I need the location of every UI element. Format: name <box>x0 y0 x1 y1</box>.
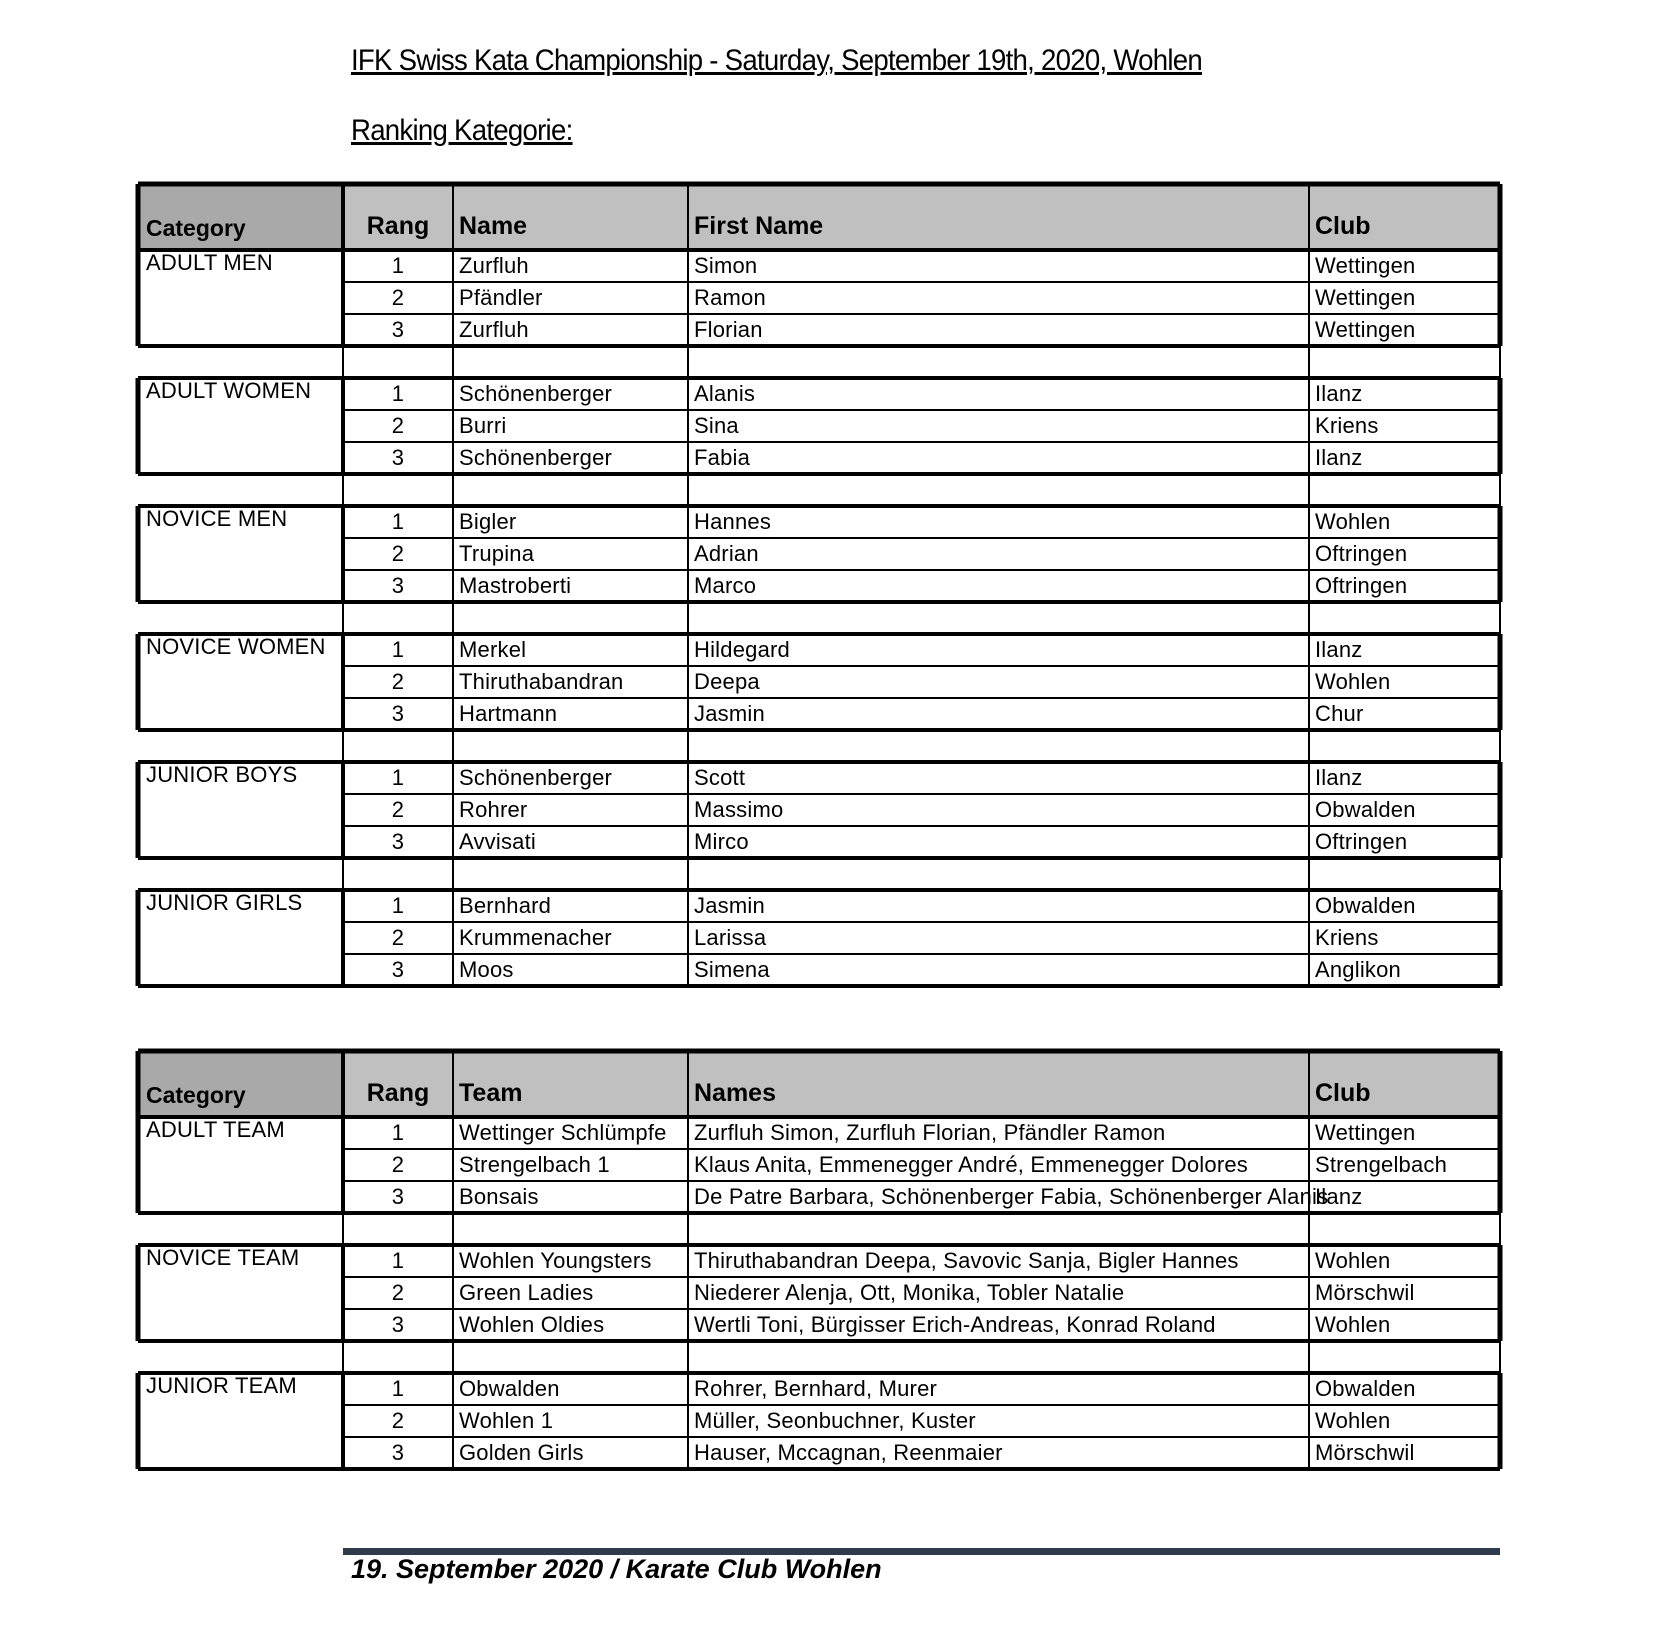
rank-cell: 2 <box>391 1280 405 1305</box>
category-label: JUNIOR GIRLS <box>146 890 303 915</box>
header-first-name: First Name <box>694 212 824 240</box>
rank-cell: 1 <box>391 1376 405 1401</box>
rank-cell: 3 <box>391 317 405 342</box>
club-cell: Strengelbach <box>1315 1152 1448 1177</box>
club-cell: Ilanz <box>1315 381 1363 406</box>
name-cell: Wohlen 1 <box>459 1408 554 1433</box>
name-cell: Zurfluh <box>459 253 529 278</box>
first-name-cell: Thiruthabandran Deepa, Savovic Sanja, Bigler Hannes <box>694 1248 1239 1273</box>
club-cell: Oftringen <box>1315 829 1408 854</box>
first-name-cell: Klaus Anita, Emmenegger André, Emmenegger Dolores <box>694 1152 1248 1177</box>
club-cell: Kriens <box>1315 925 1379 950</box>
rank-cell: 2 <box>391 1408 405 1433</box>
club-cell: Wohlen <box>1315 1248 1391 1273</box>
first-name-cell: Hildegard <box>694 637 790 662</box>
first-name-cell: Adrian <box>694 541 759 566</box>
first-name-cell: Sina <box>694 413 739 438</box>
first-name-cell: Zurfluh Simon, Zurfluh Florian, Pfändler Ramon <box>694 1120 1166 1145</box>
page-subtitle: Ranking Kategorie: <box>351 114 573 147</box>
name-cell: Schönenberger <box>459 381 613 406</box>
club-cell: Wohlen <box>1315 669 1391 694</box>
name-cell: Strengelbach 1 <box>459 1152 610 1177</box>
name-cell: Bonsais <box>459 1184 539 1209</box>
club-cell: Wettingen <box>1315 317 1416 342</box>
rank-cell: 1 <box>391 765 405 790</box>
first-name-cell: Larissa <box>694 925 767 950</box>
name-cell: Schönenberger <box>459 445 613 470</box>
name-cell: Wohlen Oldies <box>459 1312 605 1337</box>
rank-cell: 3 <box>391 573 405 598</box>
header-rang: Rang <box>366 1079 430 1107</box>
first-name-cell: Ramon <box>694 285 766 310</box>
club-cell: Obwalden <box>1315 893 1416 918</box>
rank-cell: 1 <box>391 637 405 662</box>
rank-cell: 2 <box>391 541 405 566</box>
first-name-cell: Hannes <box>694 509 772 534</box>
first-name-cell: Florian <box>694 317 763 342</box>
first-name-cell: Marco <box>694 573 757 598</box>
club-cell: Ilanz <box>1315 637 1363 662</box>
first-name-cell: Hauser, Mccagnan, Reenmaier <box>694 1440 1003 1465</box>
rank-cell: 3 <box>391 1184 405 1209</box>
first-name-cell: Massimo <box>694 797 784 822</box>
club-cell: Wettingen <box>1315 253 1416 278</box>
rank-cell: 1 <box>391 509 405 534</box>
club-cell: Obwalden <box>1315 797 1416 822</box>
rank-cell: 2 <box>391 285 405 310</box>
header-rang: Rang <box>366 212 430 240</box>
first-name-cell: Mirco <box>694 829 749 854</box>
rank-cell: 3 <box>391 445 405 470</box>
rank-cell: 1 <box>391 381 405 406</box>
rank-cell: 3 <box>391 701 405 726</box>
club-cell: Chur <box>1315 701 1364 726</box>
category-label: ADULT WOMEN <box>146 378 312 403</box>
category-label: NOVICE WOMEN <box>146 634 326 659</box>
name-cell: Mastroberti <box>459 573 572 598</box>
first-name-cell: Müller, Seonbuchner, Kuster <box>694 1408 976 1433</box>
first-name-cell: Scott <box>694 765 746 790</box>
category-label: JUNIOR TEAM <box>146 1373 297 1398</box>
header-category: Category <box>146 215 246 241</box>
rank-cell: 3 <box>391 1440 405 1465</box>
name-cell: Schönenberger <box>459 765 613 790</box>
club-cell: Wohlen <box>1315 509 1391 534</box>
name-cell: Green Ladies <box>459 1280 594 1305</box>
first-name-cell: Fabia <box>694 445 751 470</box>
name-cell: Thiruthabandran <box>459 669 624 694</box>
header-name: Team <box>459 1079 523 1107</box>
rank-cell: 1 <box>391 1248 405 1273</box>
club-cell: Mörschwil <box>1315 1280 1415 1305</box>
page-title: IFK Swiss Kata Championship - Saturday, September 19th, 2020, Wohlen <box>351 44 1203 77</box>
name-cell: Bigler <box>459 509 517 534</box>
name-cell: Pfändler <box>459 285 543 310</box>
category-label: NOVICE TEAM <box>146 1245 300 1270</box>
name-cell: Wohlen Youngsters <box>459 1248 652 1273</box>
first-name-cell: Alanis <box>694 381 756 406</box>
first-name-cell: Jasmin <box>694 893 765 918</box>
first-name-cell: Simon <box>694 253 758 278</box>
name-cell: Burri <box>459 413 507 438</box>
club-cell: Wohlen <box>1315 1408 1391 1433</box>
name-cell: Avvisati <box>459 829 536 854</box>
category-label: ADULT MEN <box>146 250 273 275</box>
name-cell: Obwalden <box>459 1376 560 1401</box>
name-cell: Krummenacher <box>459 925 612 950</box>
header-club: Club <box>1315 1079 1371 1107</box>
first-name-cell: Niederer Alenja, Ott, Monika, Tobler Natalie <box>694 1280 1125 1305</box>
name-cell: Hartmann <box>459 701 558 726</box>
club-cell: Wohlen <box>1315 1312 1391 1337</box>
club-cell: Wettingen <box>1315 1120 1416 1145</box>
club-cell: Wettingen <box>1315 285 1416 310</box>
rank-cell: 2 <box>391 925 405 950</box>
rank-cell: 3 <box>391 1312 405 1337</box>
rank-cell: 3 <box>391 957 405 982</box>
name-cell: Golden Girls <box>459 1440 584 1465</box>
name-cell: Rohrer <box>459 797 528 822</box>
rank-cell: 1 <box>391 253 405 278</box>
name-cell: Moos <box>459 957 514 982</box>
club-cell: Oftringen <box>1315 573 1408 598</box>
first-name-cell: Jasmin <box>694 701 765 726</box>
name-cell: Merkel <box>459 637 527 662</box>
rank-cell: 2 <box>391 669 405 694</box>
rank-cell: 2 <box>391 413 405 438</box>
category-label: JUNIOR BOYS <box>146 762 298 787</box>
rank-cell: 1 <box>391 893 405 918</box>
footer-text: 19. September 2020 / Karate Club Wohlen <box>351 1554 882 1584</box>
club-cell: Mörschwil <box>1315 1440 1415 1465</box>
first-name-cell: Deepa <box>694 669 760 694</box>
header-category: Category <box>146 1082 246 1108</box>
first-name-cell: De Patre Barbara, Schönenberger Fabia, Schönenberger Alanis <box>694 1184 1329 1209</box>
rank-cell: 1 <box>391 1120 405 1145</box>
name-cell: Trupina <box>459 541 535 566</box>
header-name: Name <box>459 212 528 240</box>
header-club: Club <box>1315 212 1371 240</box>
first-name-cell: Wertli Toni, Bürgisser Erich-Andreas, Konrad Roland <box>694 1312 1216 1337</box>
header-first-name: Names <box>694 1079 776 1107</box>
club-cell: Obwalden <box>1315 1376 1416 1401</box>
club-cell: Oftringen <box>1315 541 1408 566</box>
club-cell: Ilanz <box>1315 765 1363 790</box>
club-cell: Kriens <box>1315 413 1379 438</box>
name-cell: Wettinger Schlümpfe <box>459 1120 667 1145</box>
club-cell: Anglikon <box>1315 957 1401 982</box>
name-cell: Bernhard <box>459 893 552 918</box>
first-name-cell: Rohrer, Bernhard, Murer <box>694 1376 938 1401</box>
first-name-cell: Simena <box>694 957 770 982</box>
rank-cell: 2 <box>391 1152 405 1177</box>
rank-cell: 3 <box>391 829 405 854</box>
name-cell: Zurfluh <box>459 317 529 342</box>
category-label: ADULT TEAM <box>146 1117 285 1142</box>
club-cell: Ilanz <box>1315 445 1363 470</box>
rank-cell: 2 <box>391 797 405 822</box>
category-label: NOVICE MEN <box>146 506 288 531</box>
club-cell: Ilanz <box>1315 1184 1363 1209</box>
